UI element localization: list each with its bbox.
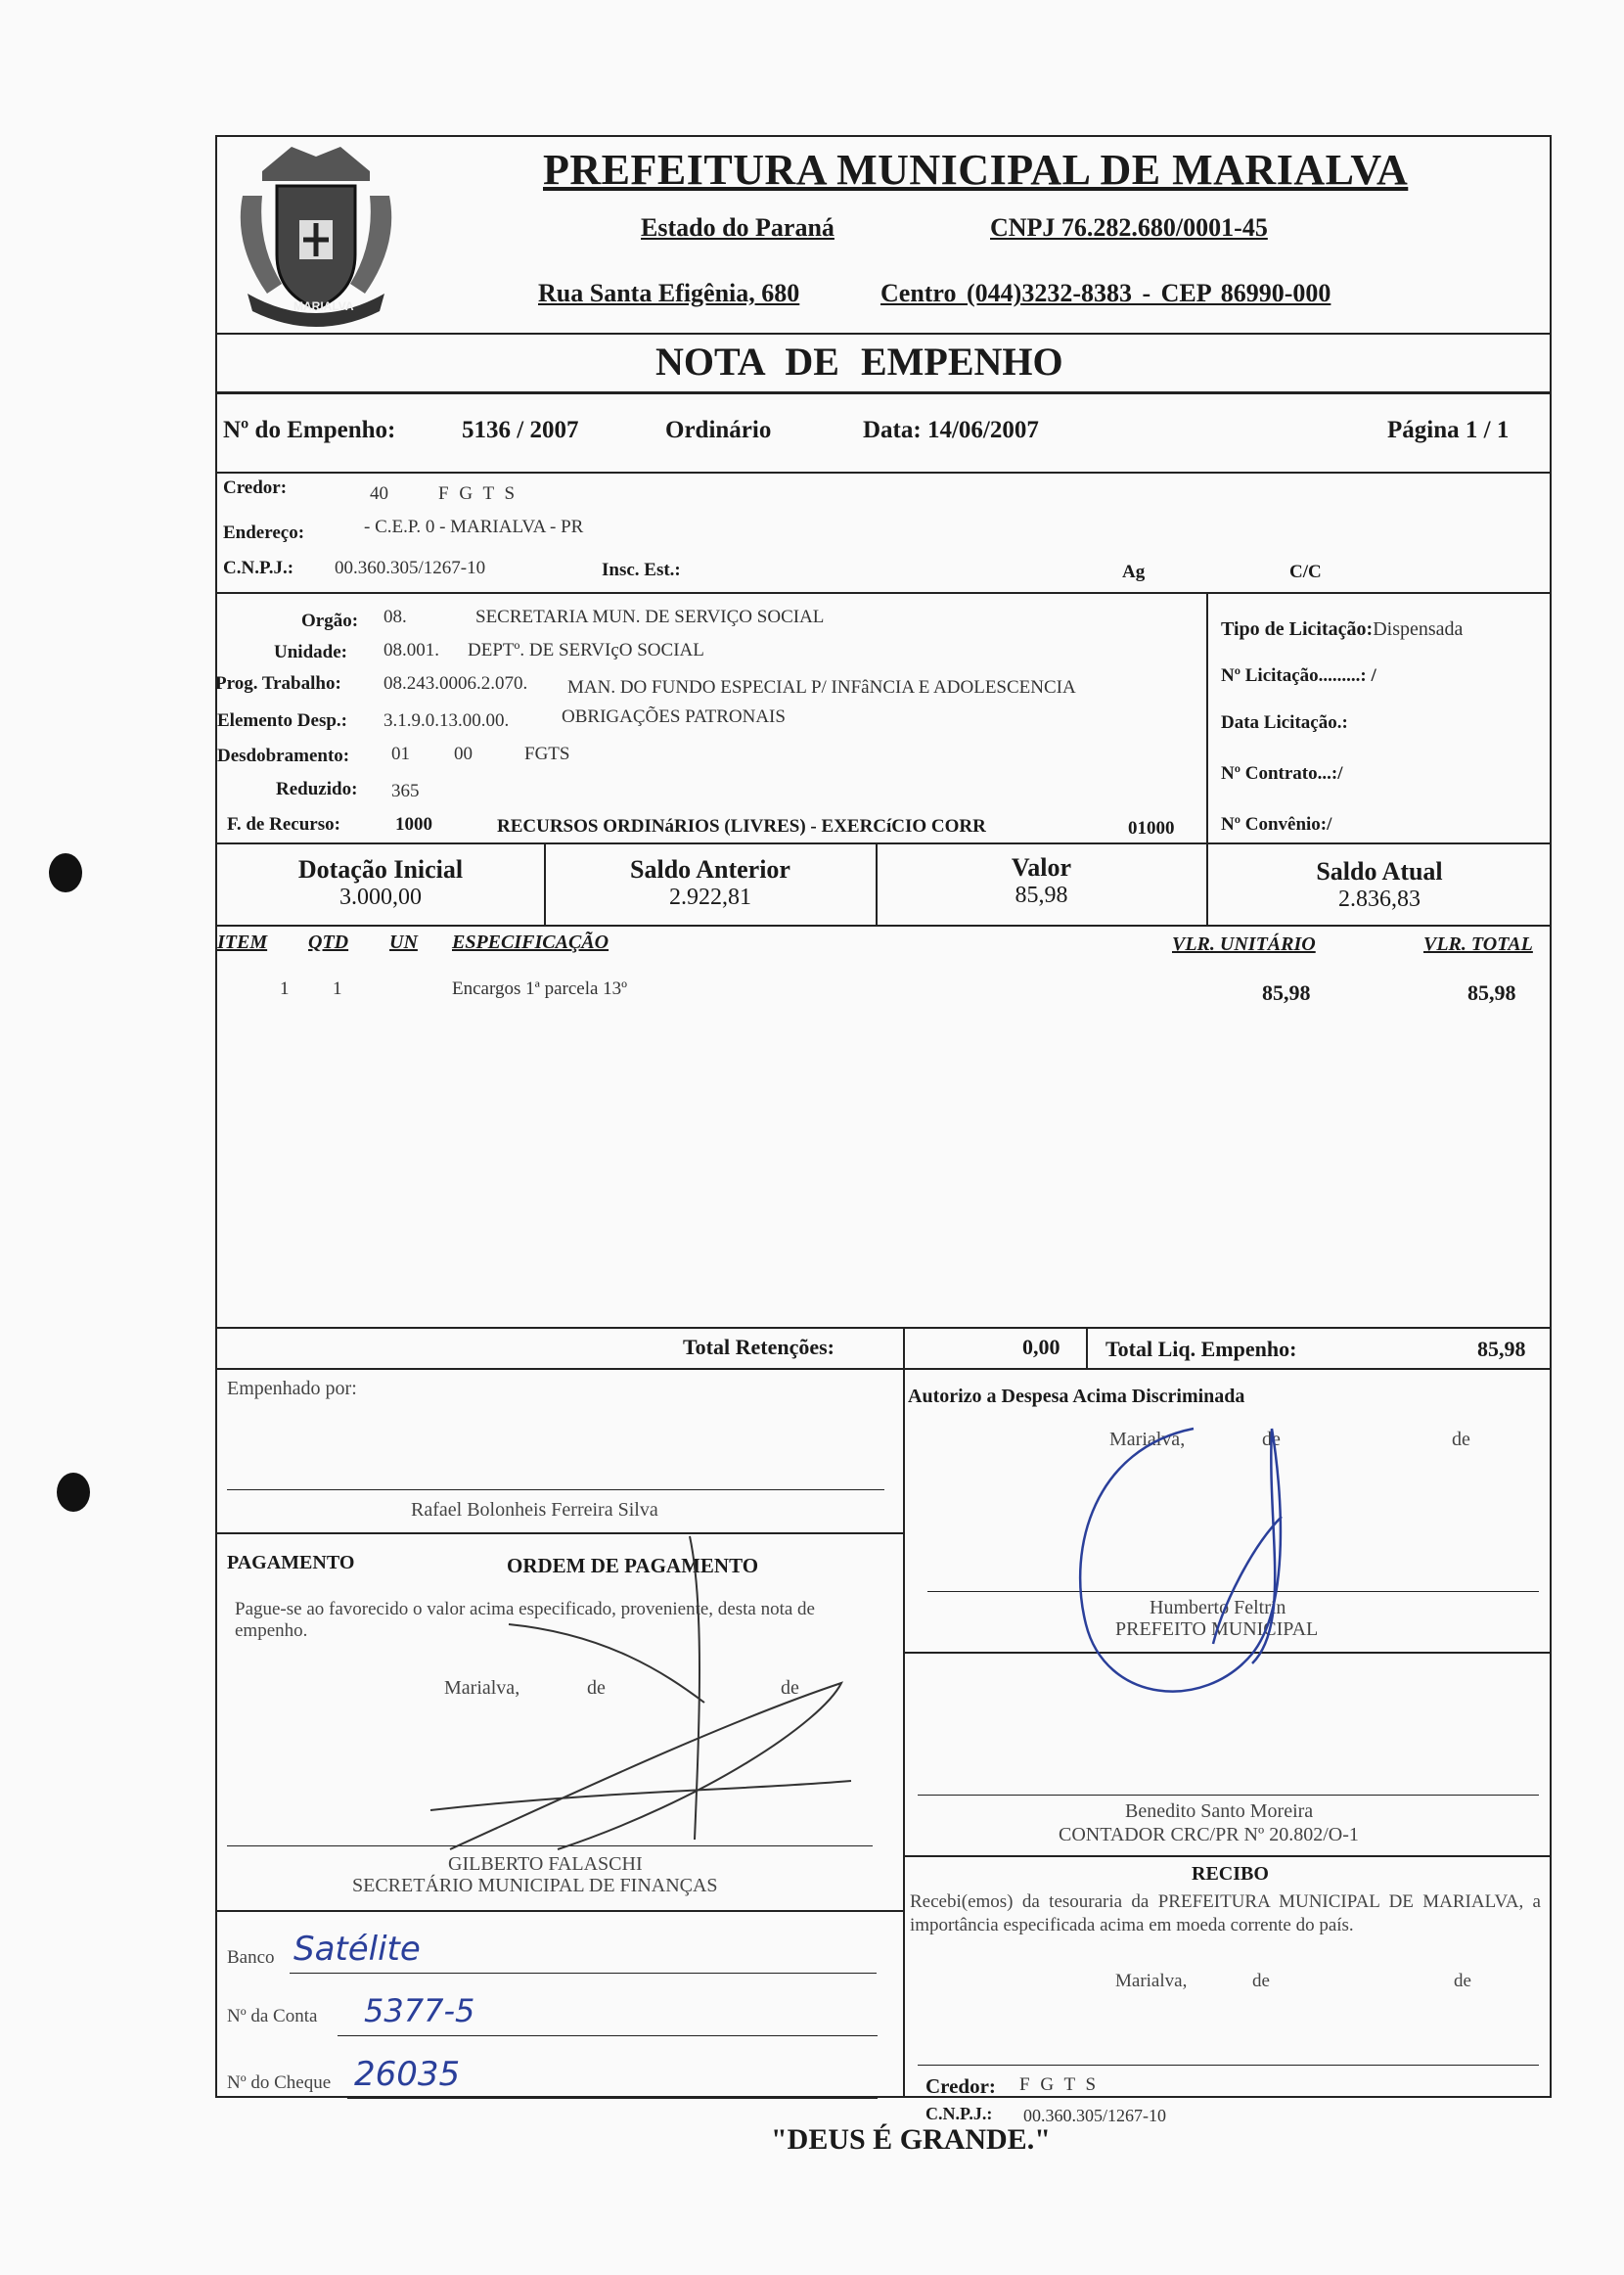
page-number: Página 1 / 1 <box>1387 417 1510 443</box>
prog-code: 08.243.0006.2.070. <box>383 673 528 694</box>
cc-label: C/C <box>1289 562 1322 582</box>
item-number: 1 <box>280 978 290 999</box>
numero-contrato: Nº Contrato...:/ <box>1221 763 1343 784</box>
recibo-credor: F G T S <box>1019 2074 1100 2095</box>
tipo-licitacao-value: Dispensada <box>1373 618 1464 640</box>
col-especificacao: ESPECIFICAÇÃO <box>452 932 609 953</box>
recurso-desc: RECURSOS ORDINáRIOS (LIVRES) - EXERCíCIO CORR <box>497 816 986 837</box>
item-qtd: 1 <box>333 978 342 999</box>
numero-licitacao: Nº Licitação.........: / <box>1221 665 1376 686</box>
desdobramento-label: Desdobramento: <box>217 746 350 766</box>
elemento-desc: OBRIGAÇÕES PATRONAIS <box>562 706 786 727</box>
secretario-role: SECRETÁRIO MUNICIPAL DE FINANÇAS <box>352 1875 718 1896</box>
secretario-signature <box>411 1526 880 1879</box>
orgao-label: Orgão: <box>301 611 359 631</box>
contador-role: CONTADOR CRC/PR Nº 20.802/O-1 <box>1059 1824 1359 1845</box>
empenho-type: Ordinário <box>665 417 772 443</box>
prog-label: Prog. Trabalho: <box>215 673 341 694</box>
item-unit-value: 85,98 <box>1262 980 1311 1005</box>
contador-name: Benedito Santo Moreira <box>1125 1800 1314 1822</box>
credor-cnpj: 00.360.305/1267-10 <box>335 558 486 578</box>
insc-est-label: Insc. Est.: <box>602 560 681 580</box>
header-cnpj: CNPJ 76.282.680/0001-45 <box>990 213 1268 242</box>
pagamento-label: PAGAMENTO <box>227 1552 355 1573</box>
conta-value[interactable]: 5377-5 <box>364 1992 475 2029</box>
col-qtd: QTD <box>308 932 349 953</box>
municipality-title: PREFEITURA MUNICIPAL DE MARIALVA <box>543 146 1409 194</box>
credor-code: 40 <box>370 483 388 504</box>
recibo-cnpj-label: C.N.P.J.: <box>925 2104 993 2123</box>
ordem-pagamento-label: ORDEM DE PAGAMENTO <box>507 1554 759 1577</box>
empenho-number: 5136 / 2007 <box>462 417 579 443</box>
cheque-value[interactable]: 26035 <box>354 2055 461 2094</box>
header-street: Rua Santa Efigênia, 680 <box>538 279 800 307</box>
item-total-value: 85,98 <box>1467 980 1516 1005</box>
seal-text: MARIALVA <box>293 299 354 313</box>
data-licitacao: Data Licitação.: <box>1221 712 1348 733</box>
dotacao-label: Dotação Inicial <box>297 855 464 884</box>
col-item: ITEM <box>217 932 268 953</box>
desdobramento-desc: FGTS <box>524 744 570 764</box>
recibo-credor-label: Credor: <box>925 2074 996 2098</box>
orgao-code: 08. <box>383 607 407 627</box>
prefeito-signature <box>1057 1409 1311 1742</box>
prefeito-role: PREFEITO MUNICIPAL <box>1115 1618 1319 1640</box>
item-desc: Encargos 1ª parcela 13º <box>452 978 628 999</box>
col-vlr-unitario: VLR. UNITÁRIO <box>1172 933 1316 955</box>
total-liq: 85,98 <box>1477 1337 1526 1361</box>
header-address-rest: Centro (044)3232-8383 - CEP 86990-000 <box>880 279 1331 307</box>
saldo-atual-value: 2.836,83 <box>1338 887 1421 912</box>
credor-name: F G T S <box>438 483 519 504</box>
prog-desc: MAN. DO FUNDO ESPECIAL P/ INFâNCIA E ADOLESCENCIA <box>567 677 1076 698</box>
total-liq-label: Total Liq. Empenho: <box>1105 1337 1297 1361</box>
recibo-place: Marialva, <box>1115 1971 1188 1991</box>
empenho-date: Data: 14/06/2007 <box>863 417 1039 443</box>
elemento-code: 3.1.9.0.13.00.00. <box>383 710 510 731</box>
desdobramento-b: 00 <box>454 744 473 764</box>
recurso-number: 01000 <box>1128 818 1175 839</box>
tipo-licitacao-label: Tipo de Licitação: <box>1221 618 1374 640</box>
empenho-number-label: Nº do Empenho: <box>223 417 396 443</box>
valor-label: Valor <box>1011 853 1072 882</box>
saldo-anterior-value: 2.922,81 <box>669 885 751 910</box>
footer-motto: "DEUS É GRANDE." <box>771 2123 1051 2156</box>
saldo-anterior-label: Saldo Anterior <box>630 855 790 884</box>
recibo-label: RECIBO <box>1192 1863 1269 1885</box>
numero-convenio: Nº Convênio:/ <box>1221 814 1332 835</box>
reduzido-value: 365 <box>391 781 420 801</box>
recibo-de2: de <box>1454 1971 1471 1991</box>
recibo-de1: de <box>1252 1971 1270 1991</box>
autorizo-de1: de <box>1262 1429 1281 1450</box>
ag-label: Ag <box>1122 562 1146 582</box>
saldo-atual-label: Saldo Atual <box>1316 857 1443 886</box>
cheque-label: Nº do Cheque <box>227 2072 332 2093</box>
conta-label: Nº da Conta <box>227 2006 318 2026</box>
col-vlr-total: VLR. TOTAL <box>1423 933 1533 955</box>
autorizo-label: Autorizo a Despesa Acima Discriminada <box>908 1386 1245 1407</box>
endereco-label: Endereço: <box>223 523 305 543</box>
municipal-seal <box>223 137 409 333</box>
pagamento-de1: de <box>587 1677 606 1699</box>
banco-value[interactable]: Satélite <box>293 1930 421 1969</box>
recibo-cnpj: 00.360.305/1267-10 <box>1023 2106 1166 2125</box>
empenhado-name: Rafael Bolonheis Ferreira Silva <box>411 1499 658 1521</box>
elemento-label: Elemento Desp.: <box>217 710 347 731</box>
empenhado-label: Empenhado por: <box>227 1378 357 1399</box>
unidade-desc: DEPTº. DE SERVIçO SOCIAL <box>468 640 704 660</box>
state-name: Estado do Paraná <box>641 213 835 242</box>
col-un: UN <box>389 932 418 953</box>
endereco-value: - C.E.P. 0 - MARIALVA - PR <box>364 517 584 537</box>
autorizo-place: Marialva, <box>1109 1429 1186 1450</box>
valor-value: 85,98 <box>1015 883 1068 908</box>
desdobramento-a: 01 <box>391 744 410 764</box>
pagamento-place: Marialva, <box>444 1677 520 1699</box>
pagamento-text: Pague-se ao favorecido o valor acima especificado, proveniente, desta nota de empenho. <box>235 1599 815 1641</box>
unidade-code: 08.001. <box>383 640 439 660</box>
recurso-code: 1000 <box>395 814 432 835</box>
punch-hole-top <box>49 853 82 892</box>
dotacao-value: 3.000,00 <box>339 885 422 910</box>
credor-cnpj-label: C.N.P.J.: <box>223 558 294 578</box>
total-retencoes: 0,00 <box>1022 1335 1060 1359</box>
credor-label: Credor: <box>223 478 288 498</box>
document-title: NOTA DE EMPENHO <box>655 340 1063 384</box>
banco-label: Banco <box>227 1947 275 1968</box>
recurso-label: F. de Recurso: <box>227 814 340 835</box>
autorizo-de2: de <box>1452 1429 1470 1450</box>
reduzido-label: Reduzido: <box>276 779 358 799</box>
secretario-name: GILBERTO FALASCHI <box>448 1853 643 1875</box>
total-retencoes-label: Total Retenções: <box>683 1335 835 1359</box>
pagamento-de2: de <box>781 1677 799 1699</box>
prefeito-name: Humberto Feltrin <box>1150 1597 1286 1618</box>
punch-hole-bottom <box>57 1473 90 1512</box>
unidade-label: Unidade: <box>274 642 347 662</box>
recibo-text: Recebi(emos) da tesouraria da PREFEITURA MUNICIPAL DE MARIALVA, a importância especificada acima em moeda corrente do país. <box>910 1891 1541 1935</box>
tipo-licitacao <box>1221 618 1463 641</box>
orgao-desc: SECRETARIA MUN. DE SERVIÇO SOCIAL <box>475 607 825 627</box>
